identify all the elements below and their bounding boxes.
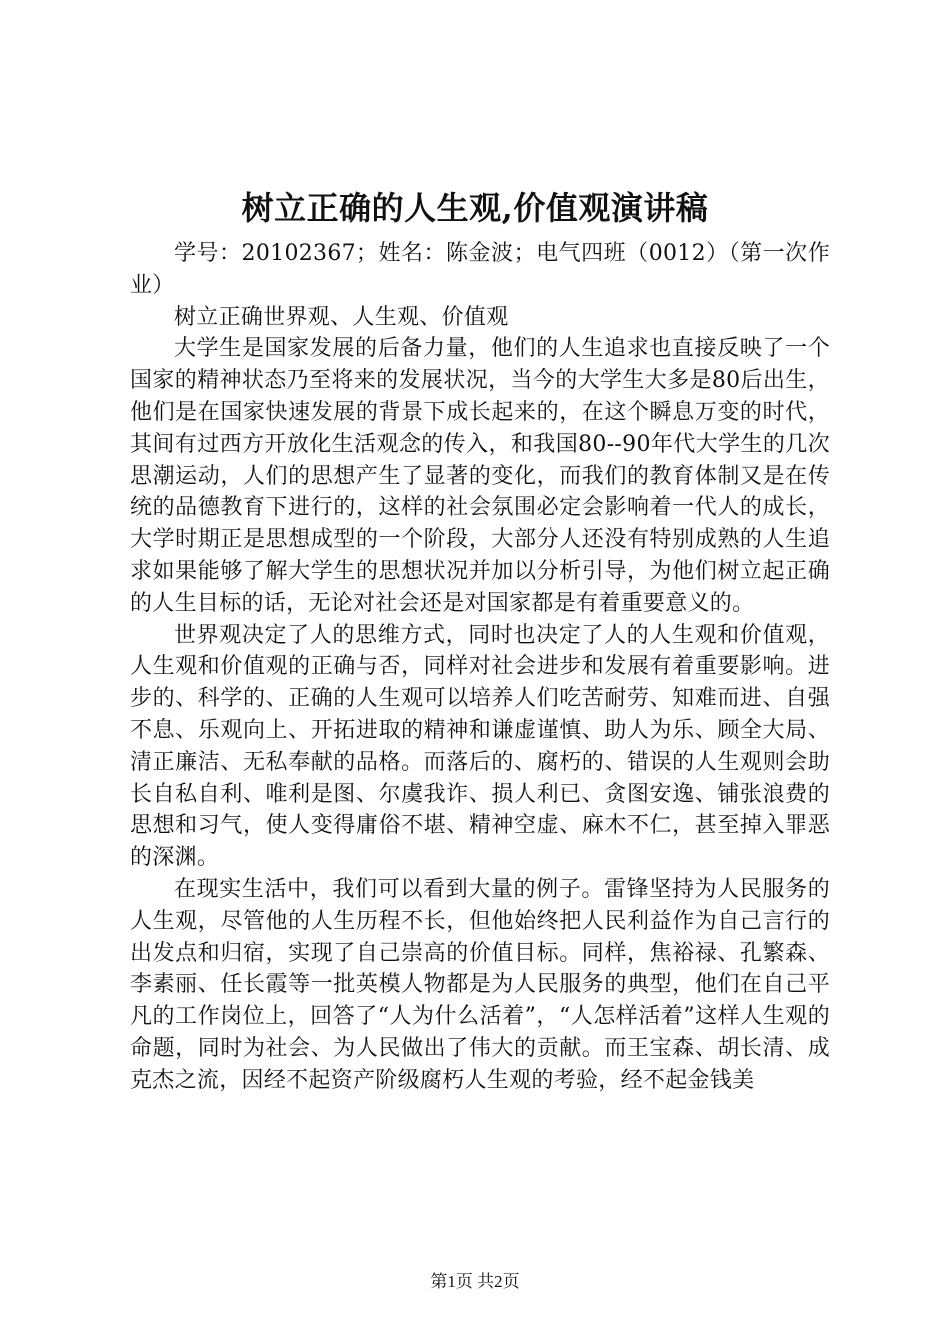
body-paragraph-1: 大学生是国家发展的后备力量，他们的人生追求也直接反映了一个国家的精神状态乃至将来的发展状况，当今的大学生大多是80后出生，他们是在国家快速发展的背景下成长起来的，在这个瞬息万变的时代，其间有过西方开放化生活观念的传入，和我国80--90年代大学生的几次思潮运动，人们的思想产生了显著的变化，而我们的教育体制又是在传统的品德教育下进行的，这样的社会氛围必定会影响着一代人的成长，大学时期正是思想成型的一个阶段，大部分人还没有特别成熟的人生追求如果能够了解大学生的思想状况并加以分析引导，为他们树立起正确的人生目标的话，无论对社会还是对国家都是有着重要意义的。	[130, 336, 830, 616]
body-paragraph-3: 在现实生活中，我们可以看到大量的例子。雷锋坚持为人民服务的人生观，尽管他的人生历程不长，但他始终把人民利益作为自己言行的出发点和归宿，实现了自己崇高的价值目标。同样，焦裕禄、孔繁森、李素丽、任长霞等一批英模人物都是为人民服务的典型，他们在自己平凡的工作岗位上，回答了“人为什么活着”，“人怎样活着”这样人生观的命题，同时为社会、为人民做出了伟大的贡献。而王宝森、胡长清、成克杰之流，因经不起资产阶级腐朽人生观的考验，经不起金钱美	[130, 876, 830, 1093]
document-body	[130, 238, 830, 1186]
subtitle-paragraph: 树立正确世界观、人生观、价值观	[174, 304, 509, 330]
body-paragraph-2: 世界观决定了人的思维方式，同时也决定了人的人生观和价值观，人生观和价值观的正确与否，同样对社会进步和发展有着重要影响。进步的、科学的、正确的人生观可以培养人们吃苦耐劳、知难而进、自强不息、乐观向上、开拓进取的精神和谦虚谨慎、助人为乐、顾全大局、清正廉洁、无私奉献的品格。而落后的、腐朽的、错误的人生观则会助长自私自利、唯利是图、尔虞我诈、损人利已、贪图安逸、铺张浪费的思想和习气，使人变得庸俗不堪、精神空虚、麻木不仁，甚至掉入罪恶的深渊。	[130, 622, 830, 871]
page-footer: 第1页 共2页	[430, 1272, 520, 1291]
page-title: 树立正确的人生观,价值观演讲稿	[241, 189, 709, 227]
student-info-paragraph: 学号：20102367；姓名：陈金波；电气四班（0012）（第一次作业）	[130, 241, 830, 298]
